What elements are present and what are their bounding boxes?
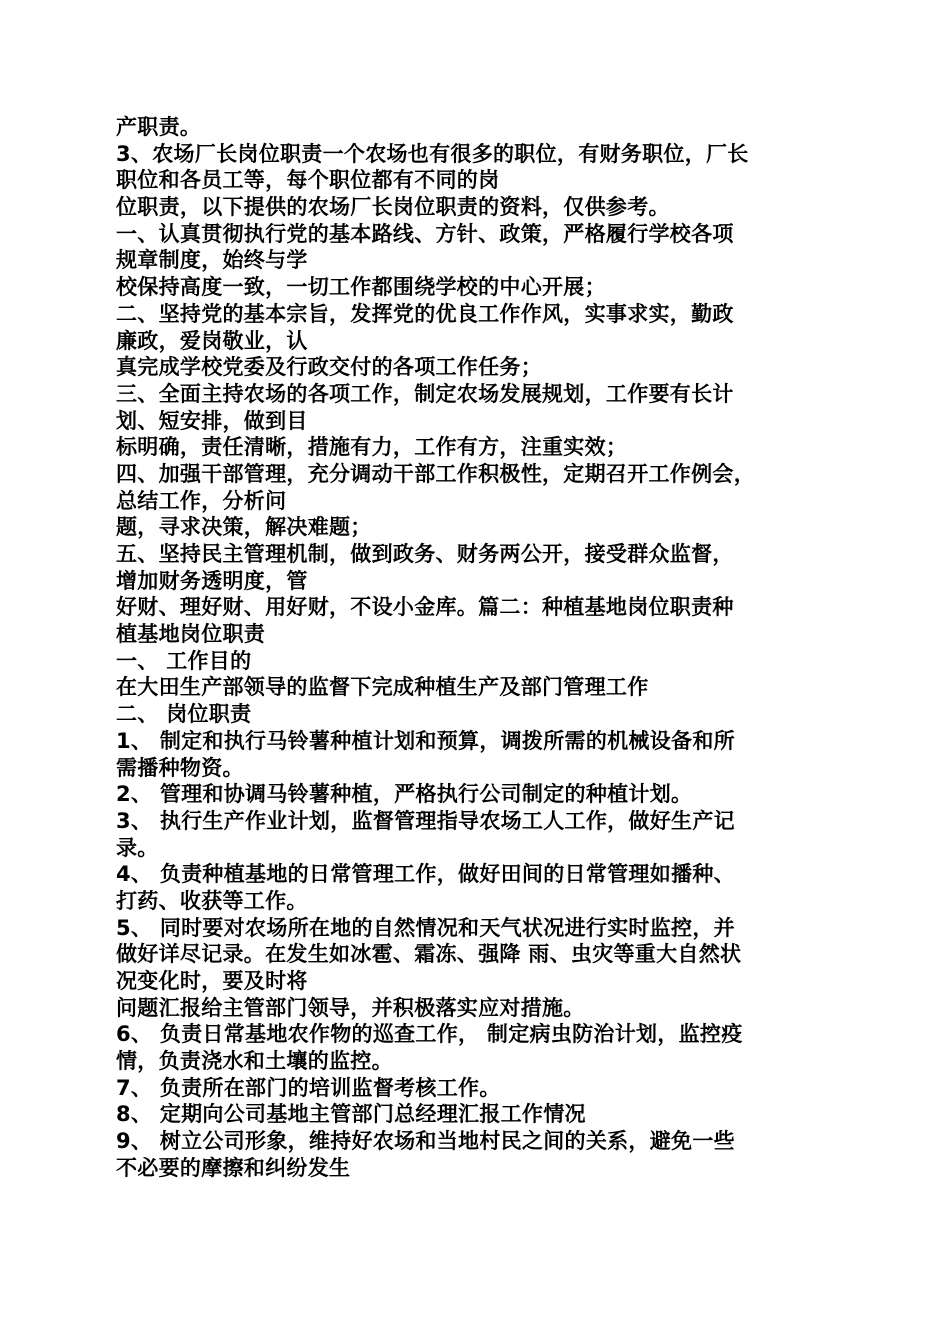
document-body bbox=[116, 114, 836, 1182]
text-line: 录。 bbox=[116, 835, 159, 860]
text-line: 1、 制定和执行马铃薯种植计划和预算，调拨所需的机械设备和所 bbox=[116, 728, 735, 753]
text-line: 5、 同时要对农场所在地的自然情况和天气状况进行实时监控，并 bbox=[116, 915, 735, 940]
text-line: 打药、收获等工作。 bbox=[116, 888, 308, 913]
text-line: 4、 负责种植基地的日常管理工作，做好田间的日常管理如播种、 bbox=[116, 862, 735, 887]
text-line: 校保持高度一致，一切工作都围绕学校的中心开展； bbox=[116, 275, 606, 300]
text-line: 2、 管理和协调马铃薯种植，严格执行公司制定的种植计划。 bbox=[116, 782, 693, 807]
text-line: 9、 树立公司形象，维持好农场和当地村民之间的关系，避免一些 bbox=[116, 1129, 735, 1154]
text-line: 二、 岗位职责 bbox=[116, 702, 252, 727]
text-line: 7、 负责所在部门的培训监督考核工作。 bbox=[116, 1075, 501, 1100]
text-line: 划、短安排，做到目 bbox=[116, 408, 308, 433]
text-line: 不必要的摩擦和纠纷发生 bbox=[116, 1155, 351, 1180]
text-line: 规章制度，始终与学 bbox=[116, 248, 308, 273]
text-line: 位职责，以下提供的农场厂长岗位职责的资料，仅供参考。 bbox=[116, 195, 670, 220]
text-line: 3、农场厂长岗位职责一个农场也有很多的职位，有财务职位，厂长 bbox=[116, 141, 749, 166]
text-line: 产职责。 bbox=[116, 115, 202, 139]
text-line: 标明确，责任清晰，措施有力，工作有方，注重实效； bbox=[116, 435, 628, 460]
text-line: 问题汇报给主管部门领导，并积极落实应对措施。 bbox=[116, 995, 585, 1020]
text-line: 增加财务透明度，管 bbox=[116, 568, 308, 593]
text-line: 四、加强干部管理，充分调动干部工作积极性，定期召开工作例会， bbox=[116, 461, 755, 486]
text-line: 需播种物资。 bbox=[116, 755, 244, 780]
text-line: 三、全面主持农场的各项工作，制定农场发展规划，工作要有长计 bbox=[116, 381, 734, 406]
text-line: 一、 工作目的 bbox=[116, 648, 252, 673]
text-line: 五、坚持民主管理机制，做到政务、财务两公开，接受群众监督， bbox=[116, 542, 734, 566]
text-line: 3、 执行生产作业计划，监督管理指导农场工人工作，做好生产记 bbox=[116, 808, 735, 833]
text-line: 况变化时，要及时将 bbox=[116, 969, 308, 993]
text-line: 在大田生产部领导的监督下完成种植生产及部门管理工作 bbox=[116, 675, 649, 700]
text-line: 二、坚持党的基本宗旨，发挥党的优良工作作风，实事求实，勤政 bbox=[116, 301, 734, 326]
text-line: 真完成学校党委及行政交付的各项工作任务； bbox=[116, 355, 542, 380]
text-line: 做好详尽记录。在发生如冰雹、霜冻、强降 雨、虫灾等重大自然状 bbox=[116, 942, 742, 967]
text-line: 总结工作，分析问 bbox=[116, 488, 287, 513]
text-line: 廉政，爱岗敬业，认 bbox=[116, 328, 308, 353]
text-line: 一、认真贯彻执行党的基本路线、方针、政策，严格履行学校各项 bbox=[116, 221, 734, 246]
text-line: 好财、理好财、用好财，不设小金库。篇二：种植基地岗位职责种 bbox=[116, 595, 734, 620]
text-line: 植基地岗位职责 bbox=[116, 622, 266, 647]
text-line: 8、 定期向公司基地主管部门总经理汇报工作情况 bbox=[116, 1102, 586, 1127]
text-line: 6、 负责日常基地农作物的巡查工作， 制定病虫防治计划，监控疫 bbox=[116, 1022, 743, 1047]
text-line: 情，负责浇水和土壤的监控。 bbox=[116, 1049, 393, 1074]
text-line: 题，寻求决策，解决难题； bbox=[116, 515, 372, 540]
text-line: 职位和各员工等，每个职位都有不同的岗 bbox=[116, 168, 500, 193]
